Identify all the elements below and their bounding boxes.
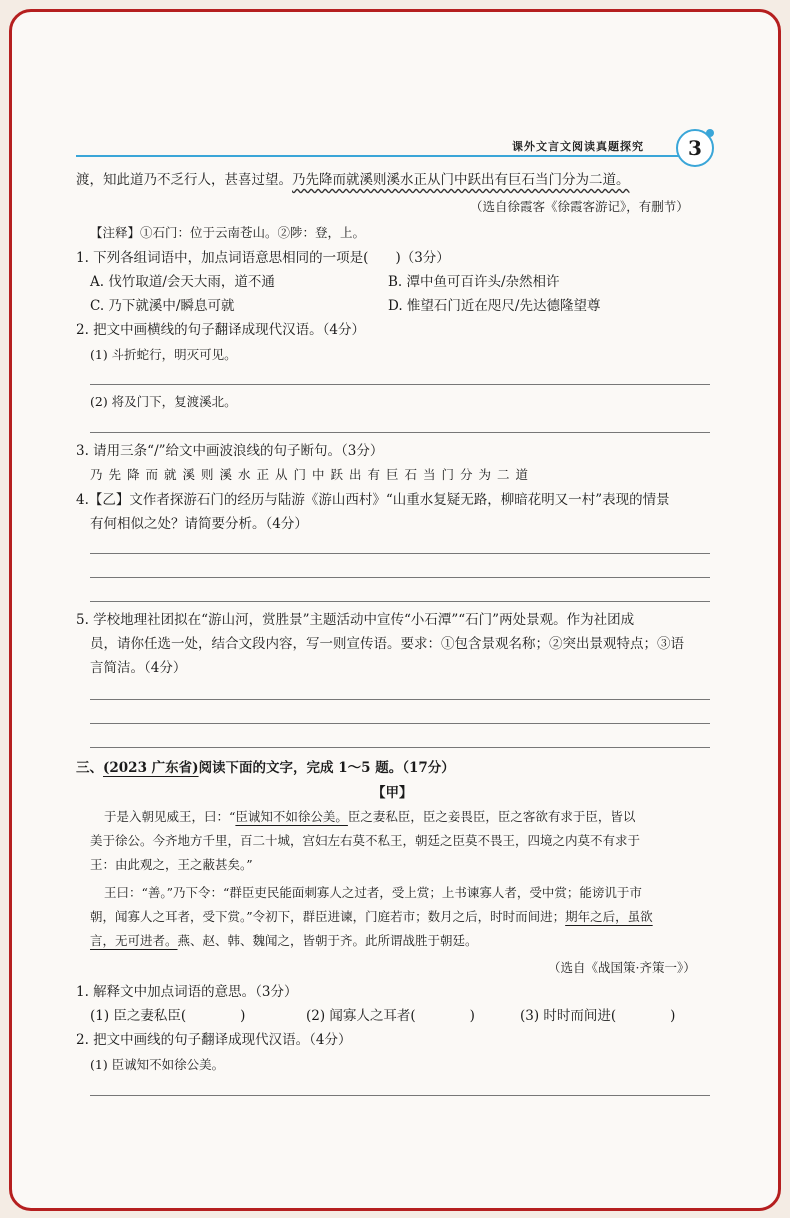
underlined-sentence: 臣诚知不如徐公美。 (235, 809, 348, 824)
jia-text: 燕、赵、韩、魏闻之，皆朝于齐。此所谓战胜于朝廷。 (177, 933, 478, 948)
section3-heading (76, 758, 455, 778)
notes: 【注释】①石门：位于云南苍山。②陟：登，上。 (90, 225, 366, 240)
s3-q1-item1[interactable]: (1) 臣之妻私臣( ) (90, 1008, 246, 1024)
underlined-sentence: 期年之后，虽欲 (565, 909, 653, 924)
q1-option-d: D. 惟望石门近在咫尺/先达德隆望尊 (388, 298, 601, 314)
s3-q1-stem: 1. 解释文中加点词语的意思。（3分） (76, 984, 298, 1000)
q1-option-c: C. 乃下就溪中/瞬息可就 (90, 298, 235, 314)
q5-stem-line2: 员，请你任选一处，结合文段内容，写一则宣传语。要求：①包含景观名称；②突出景观特点；③语 (90, 636, 684, 652)
q1-stem: 1. 下列各组词语中，加点词语意思相同的一项是( )（3分） (76, 250, 450, 266)
jia-paragraph2-line1: 王曰：“善。”乃下令：“群臣吏民能面刺寡人之过者，受上赏；上书谏寡人者，受中赏；能谤讥于市 (104, 885, 642, 900)
jia-paragraph1-line1 (104, 807, 635, 827)
q3-sentence: 乃先降而就溪则溪水正从门中跃出有巨石当门分为二道 (90, 467, 535, 482)
s3-q2-stem: 2. 把文中画线的句子翻译成现代汉语。（4分） (76, 1032, 352, 1048)
worksheet-page (12, 12, 778, 1208)
passage-text: 渡，知此道乃不乏行人，甚喜过望。 (76, 172, 292, 188)
q2-sentence-2: (2) 将及门下，复渡溪北。 (90, 394, 237, 409)
page-number: 3 (676, 129, 714, 167)
answer-line[interactable] (90, 747, 710, 748)
q1-option-a: A. 伐竹取道/会天大雨，道不通 (90, 274, 275, 290)
q3-stem: 3. 请用三条“/”给文中画波浪线的句子断句。（3分） (76, 443, 384, 459)
answer-line[interactable] (90, 699, 710, 700)
section3-prefix: 三、 (76, 760, 103, 776)
jia-text: 于是入朝见威王，曰：“ (104, 809, 236, 824)
jia-paragraph1-line2: 美于徐公。今齐地方千里，百二十城，宫妇左右莫不私王，朝廷之臣莫不畏王，四境之内莫不有求于 (90, 833, 641, 848)
q2-stem: 2. 把文中画横线的句子翻译成现代汉语。（4分） (76, 322, 366, 338)
section3-source-tag: (2023 广东省) (103, 760, 199, 776)
answer-line[interactable] (90, 601, 710, 602)
header-rule (76, 155, 688, 157)
wavy-sentence: 乃先降而就溪则溪水正从门中跃出有巨石当门分为二道。 (292, 172, 630, 188)
jia-paragraph2-line3 (90, 931, 478, 951)
answer-line[interactable] (90, 384, 710, 385)
s3-q2-sentence-1: (1) 臣诚知不如徐公美。 (90, 1057, 225, 1072)
q2-sentence-1: (1) 斗折蛇行，明灭可见。 (90, 347, 237, 362)
answer-line[interactable] (90, 1095, 710, 1096)
jia-paragraph1-line3: 王：由此观之，王之蔽甚矣。” (90, 857, 253, 872)
q5-stem-line1: 5. 学校地理社团拟在“游山河，赏胜景”主题活动中宣传“小石潭”“石门”两处景观。作为社团成 (76, 612, 635, 628)
answer-line[interactable] (90, 432, 710, 433)
q4-stem-line2: 有何相似之处？请简要分析。（4分） (90, 516, 308, 532)
q5-stem-line3: 言简洁。（4分） (90, 660, 187, 676)
jia-text: 朝，闻寡人之耳者，受下赏。”令初下，群臣进谏，门庭若市；数月之后，时时而间进； (90, 909, 566, 924)
answer-line[interactable] (90, 577, 710, 578)
section3-title: 阅读下面的文字，完成 1～5 题。（17分） (198, 760, 455, 776)
s3-q1-item2[interactable]: (2) 闻寡人之耳者( ) (306, 1008, 475, 1024)
q1-option-b: B. 潭中鱼可百许头/杂然相许 (388, 274, 560, 290)
passage-line (76, 170, 630, 190)
passage-source: （选自徐霞客《徐霞客游记》，有删节） (470, 199, 689, 214)
jia-source: （选自《战国策·齐策一》） (548, 960, 696, 975)
s3-q1-item3[interactable]: (3) 时时而间进( ) (520, 1008, 676, 1024)
underlined-sentence: 言，无可进者。 (90, 933, 178, 948)
page-frame (9, 9, 781, 1211)
answer-line[interactable] (90, 723, 710, 724)
jia-text: 臣之妻私臣，臣之妾畏臣，臣之客欲有求于臣，皆以 (347, 809, 636, 824)
passage-jia-label: 【甲】 (372, 785, 413, 801)
q4-stem-line1: 4.【乙】文作者探游石门的经历与陆游《游山西村》“山重水复疑无路，柳暗花明又一村”表现的情景 (76, 492, 670, 508)
answer-line[interactable] (90, 553, 710, 554)
jia-paragraph2-line2 (90, 907, 653, 927)
series-title: 课外文言文阅读真题探究 (512, 140, 644, 153)
page-dot-icon (706, 129, 714, 137)
